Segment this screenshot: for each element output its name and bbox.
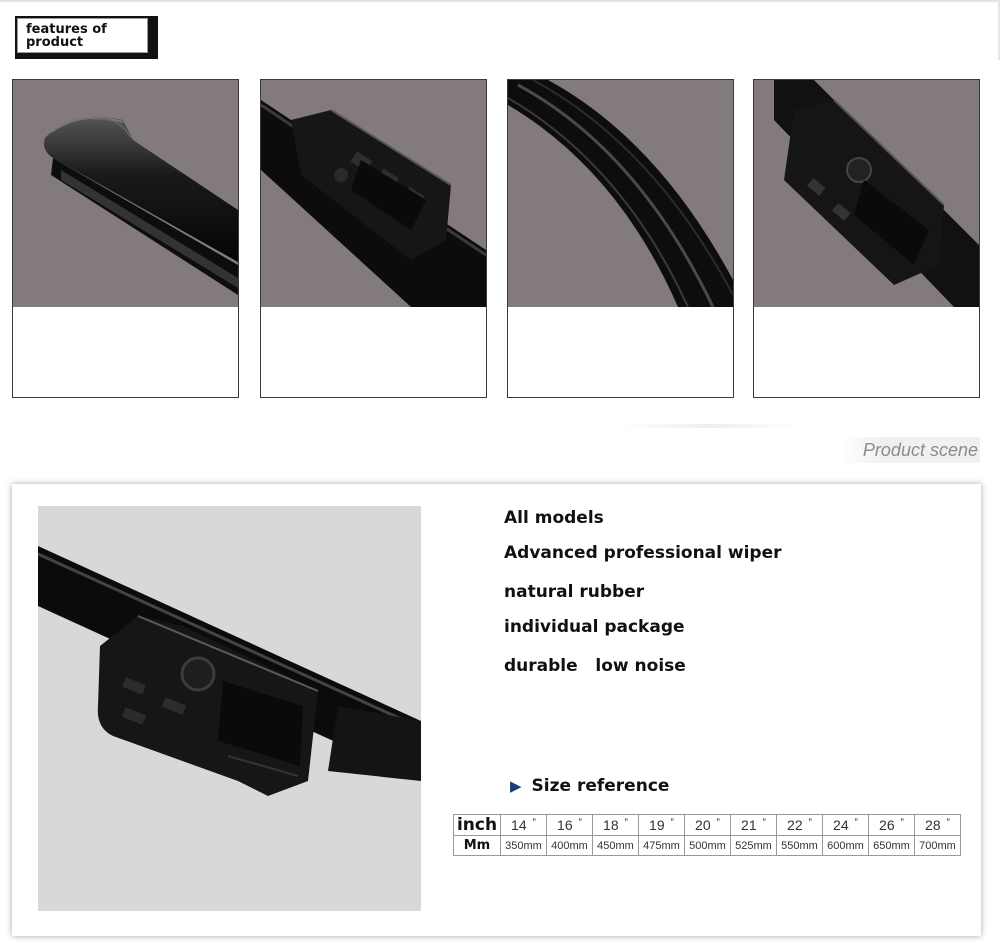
size-row-inch xyxy=(454,815,961,836)
play-arrow-icon: ▶ xyxy=(510,777,522,795)
inch-cell: 18 “ xyxy=(593,815,639,836)
top-divider xyxy=(0,0,1000,3)
inch-cell: 22 “ xyxy=(777,815,823,836)
product-scene-panel xyxy=(12,484,981,936)
size-reference-title: Size reference xyxy=(531,776,670,796)
mm-cell: 500mm xyxy=(685,836,731,856)
feature-card-1 xyxy=(12,79,239,398)
product-scene-label xyxy=(840,437,980,463)
mm-cell: 525mm xyxy=(731,836,777,856)
mm-cell: 650mm xyxy=(869,836,915,856)
mm-header: Mm xyxy=(454,836,501,856)
inch-cell: 24 “ xyxy=(823,815,869,836)
inch-cell: 28 “ xyxy=(915,815,961,836)
inch-header: inch xyxy=(454,815,501,836)
feature-individual-package: individual package xyxy=(504,617,685,637)
feature-card-2 xyxy=(260,79,487,398)
feature-card-4 xyxy=(753,79,980,398)
wiper-adapter-clip-icon xyxy=(261,80,486,307)
features-badge-text: features of product xyxy=(26,22,107,50)
size-row-mm xyxy=(454,836,961,856)
wiper-end-cap-photo xyxy=(13,80,238,307)
wiper-end-cap-icon xyxy=(13,80,238,307)
mm-cell: 450mm xyxy=(593,836,639,856)
feature-advanced-wiper: Advanced professional wiper xyxy=(504,543,782,563)
mm-cell: 550mm xyxy=(777,836,823,856)
product-scene-text: Product scene xyxy=(862,440,978,460)
feature-durable-low-noise: durable low noise xyxy=(504,656,686,676)
inch-cell: 16 “ xyxy=(547,815,593,836)
scene-divider xyxy=(620,424,800,428)
wiper-blade-curve-icon xyxy=(508,80,733,307)
inch-cell: 19 “ xyxy=(639,815,685,836)
mm-cell: 600mm xyxy=(823,836,869,856)
mm-cell: 350mm xyxy=(501,836,547,856)
inch-cell: 26 “ xyxy=(869,815,915,836)
wiper-connector-photo xyxy=(754,80,979,307)
features-badge-inner xyxy=(17,18,148,53)
inch-cell: 21 “ xyxy=(731,815,777,836)
inch-cell: 20 “ xyxy=(685,815,731,836)
feature-card-3 xyxy=(507,79,734,398)
feature-all-models: All models xyxy=(504,508,604,528)
size-reference-heading xyxy=(510,776,669,796)
wiper-connector-icon xyxy=(754,80,979,307)
wiper-blade-photo xyxy=(508,80,733,307)
mm-cell: 400mm xyxy=(547,836,593,856)
feature-natural-rubber: natural rubber xyxy=(504,582,645,602)
mm-cell: 475mm xyxy=(639,836,685,856)
mm-cell: 700mm xyxy=(915,836,961,856)
wiper-adapter-photo xyxy=(261,80,486,307)
scene-wiper-photo xyxy=(38,506,421,911)
size-table xyxy=(453,814,961,856)
inch-cell: 14 “ xyxy=(501,815,547,836)
wiper-closeup-icon xyxy=(38,506,421,911)
features-badge xyxy=(15,16,158,59)
